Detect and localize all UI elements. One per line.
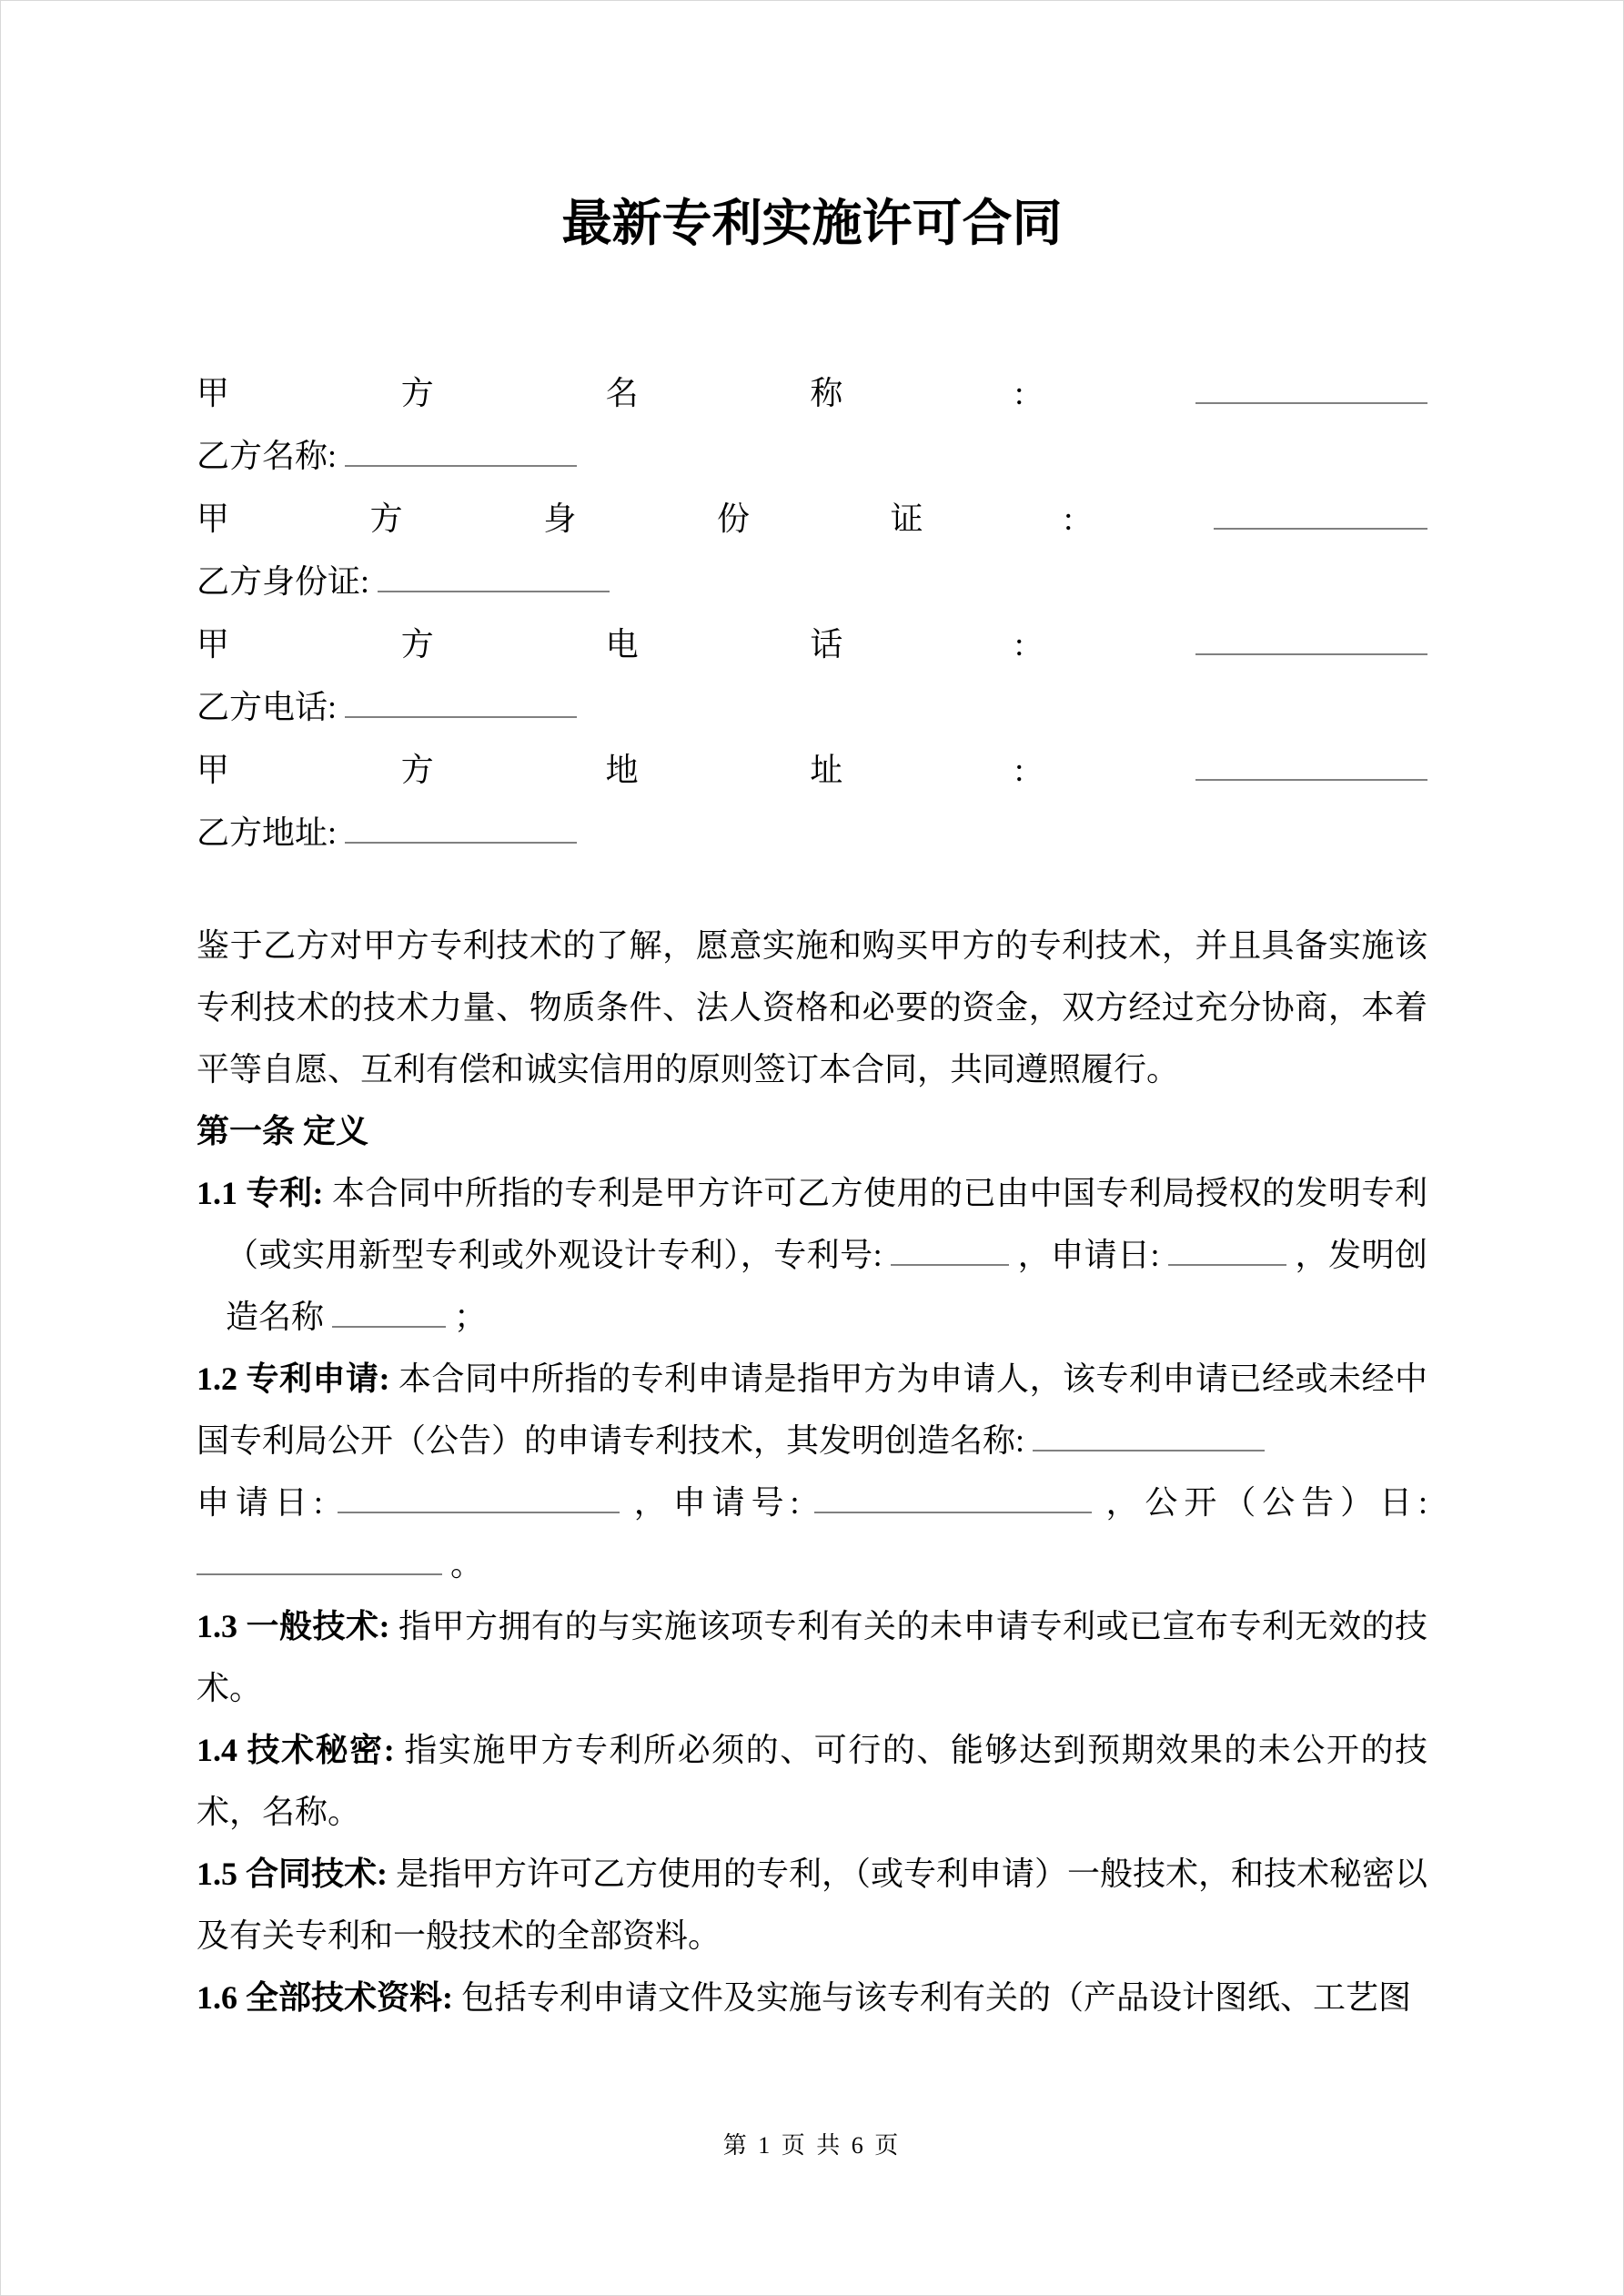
clause-1-3-label: 1.3 一般技术: — [197, 1608, 390, 1644]
clause-1-2-dates-text: ，公开（公告）日: — [1105, 1484, 1428, 1521]
form-label-char: : — [1014, 626, 1024, 663]
form-row-party-b-address — [197, 802, 1427, 865]
form-row-party-a-name — [197, 362, 1427, 425]
clause-1-5 — [197, 1843, 1427, 1967]
clause-1-6-text: 包括专利申请文件及实施与该专利有关的（产品设计图纸、工艺图 — [461, 1979, 1412, 2016]
form-label-char: 证 — [890, 501, 923, 537]
clause-1-2-label: 1.2 专利申请: — [197, 1360, 390, 1397]
clause-1-4-label: 1.4 技术秘密: — [197, 1732, 395, 1768]
form-label-char: 份 — [716, 501, 750, 537]
blank-underline — [1033, 1422, 1265, 1451]
blank-underline — [814, 1484, 1092, 1513]
form-row-party-a-phone — [197, 613, 1427, 676]
page-number-text: 第 1 页 共 6 页 — [722, 2132, 902, 2159]
clause-1-2-dates — [197, 1472, 1427, 1595]
form-label-char: 地 — [605, 752, 639, 788]
blank-underline — [332, 1299, 446, 1328]
form-label-char: 方 — [400, 626, 434, 663]
form-label-char: 身 — [543, 501, 577, 537]
clause-1-3-text: 指甲方拥有的与实施该项专利有关的未申请专利或已宣布专利无效的技术。 — [197, 1608, 1427, 1706]
clause-1-5-label: 1.5 合同技术: — [197, 1856, 388, 1892]
blank-underline — [891, 1237, 1009, 1266]
form-label-char: 甲 — [197, 501, 230, 537]
clause-1-4 — [197, 1719, 1427, 1843]
blank-underline — [1195, 752, 1427, 781]
form-label-char: 方 — [369, 501, 403, 537]
form-label-char: 电 — [605, 626, 639, 663]
clause-1-1-text: ，发明创造名称 — [226, 1237, 1427, 1335]
form-row-party-b-name — [197, 425, 1427, 488]
clause-1-1-text: 本合同中所指的专利是甲方许可乙方使用的已由中国专利局授权的发明专利（或实用新型专利或外观设计专利），专利号: — [226, 1175, 1427, 1273]
form-label-char: 称 — [810, 375, 843, 411]
article-1-heading — [197, 1100, 1427, 1162]
blank-underline — [1168, 1237, 1286, 1266]
form-label-char: : — [1014, 752, 1024, 788]
clause-1-6-label: 1.6 全部技术资料: — [197, 1979, 453, 2016]
blank-underline — [345, 438, 577, 467]
clause-1-1 — [197, 1162, 1427, 1348]
form-label-char: 名 — [605, 375, 639, 411]
form-row-party-a-id — [197, 488, 1427, 551]
form-row-party-b-phone — [197, 676, 1427, 739]
form-label-char: 甲 — [197, 626, 230, 663]
blank-underline — [338, 1484, 620, 1513]
preamble-text: 鉴于乙方对甲方专利技术的了解，愿意实施和购买甲方的专利技术，并且具备实施该专利技术的技术力量、物质条件、法人资格和必要的资金，双方经过充分协商，本着平等自愿、互利有偿和诚实信用的原则签订本合同，共同遵照履行。 — [197, 927, 1427, 1087]
form-label-char: : — [1064, 501, 1074, 537]
form-label-char: 甲 — [197, 752, 230, 788]
clause-1-2-dates-text: 申请日: — [197, 1484, 323, 1521]
clause-1-2-text: 本合同中所指的专利申请是指甲方为申请人，该专利申请已经或未经中国专利局公开（公告）的申请专利技术，其发明创造名称: — [197, 1360, 1427, 1459]
clause-1-3 — [197, 1595, 1427, 1719]
clause-1-5-text: 是指甲方许可乙方使用的专利，（或专利申请）一般技术，和技术秘密以及有关专利和一般技术的全部资料。 — [197, 1856, 1428, 1954]
preamble-paragraph — [197, 915, 1427, 1100]
blank-underline — [345, 689, 577, 718]
blank-underline — [1195, 375, 1427, 404]
form-label-char: 方 — [400, 375, 434, 411]
clause-1-1-label: 1.1 专利: — [197, 1175, 324, 1211]
blank-underline — [1195, 626, 1427, 655]
form-label-char: 方 — [400, 752, 434, 788]
article-1-heading-text: 第一条 定义 — [197, 1113, 369, 1149]
form-label: 乙方地址: — [197, 814, 338, 851]
clause-1-4-text: 指实施甲方专利所必须的、可行的、能够达到预期效果的未公开的技术，名称。 — [197, 1732, 1427, 1830]
page-number — [1, 2115, 1623, 2177]
blank-underline — [378, 563, 610, 592]
form-label-char: : — [1014, 375, 1024, 411]
blank-underline — [197, 1546, 442, 1575]
blank-underline — [1214, 501, 1427, 530]
clause-1-1-text: ； — [454, 1299, 488, 1335]
clause-1-1-text: ，申请日: — [1017, 1237, 1160, 1273]
clause-1-2 — [197, 1348, 1427, 1472]
clause-1-2-dates-text: ，申请号: — [633, 1484, 800, 1521]
form-label-char: 址 — [810, 752, 843, 788]
form-label: 乙方身份证: — [197, 563, 370, 600]
clause-1-2-dates-text: 。 — [450, 1546, 484, 1583]
form-row-party-a-address — [197, 739, 1427, 802]
form-label-char: 甲 — [197, 375, 230, 411]
blank-underline — [345, 814, 577, 844]
form-label: 乙方电话: — [197, 689, 338, 725]
clause-1-6 — [197, 1967, 1427, 2028]
page-title: 最新专利实施许可合同 — [561, 196, 1063, 251]
form-label: 乙方名称: — [197, 438, 338, 474]
form-row-party-b-id — [197, 551, 1427, 613]
form-label-char: 话 — [810, 626, 843, 663]
